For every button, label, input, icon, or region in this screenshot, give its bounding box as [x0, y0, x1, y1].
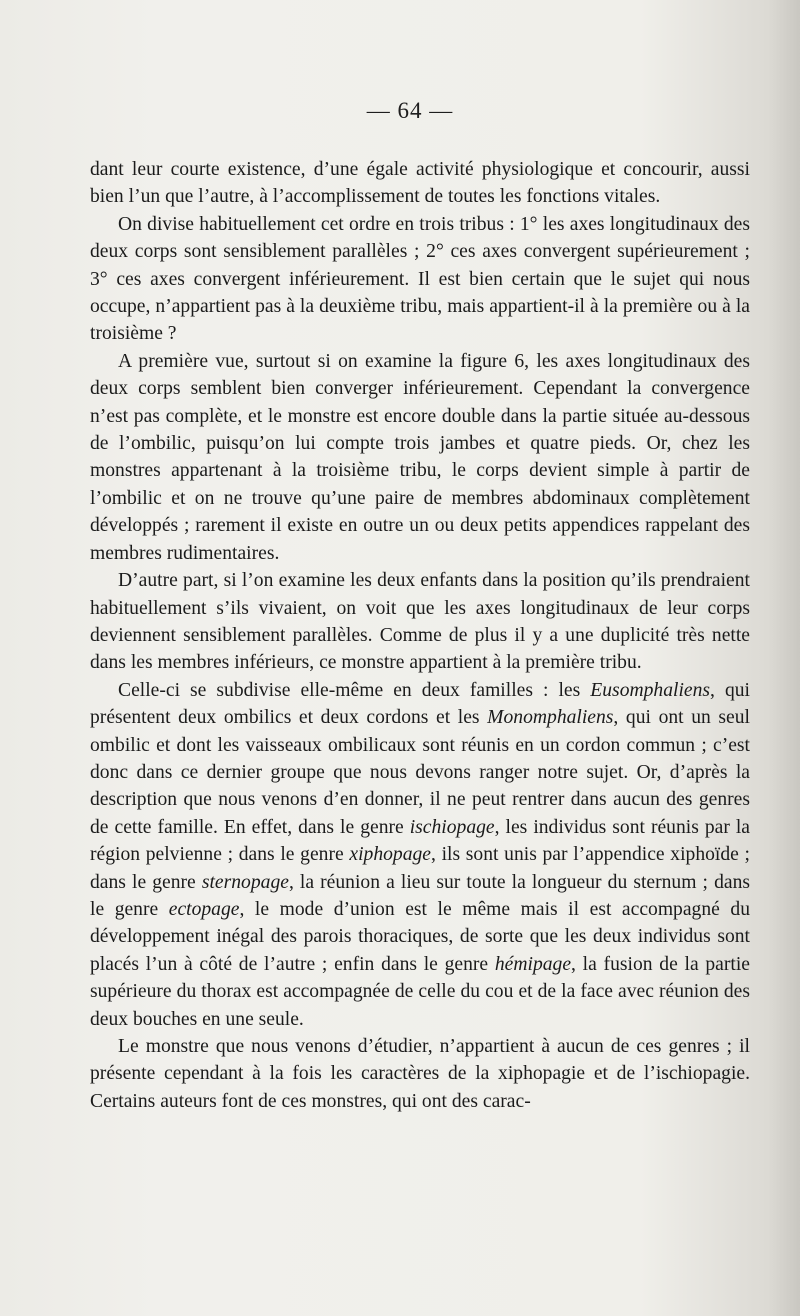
paragraph-5-part: , la fusion de la partie supérieure du thorax est accompagnée de celle du cou et de la face avec réunion des deux bouches en une seule. [90, 953, 750, 1030]
term-xiphopage: xiphopage [349, 844, 432, 866]
paragraph-6: Le monstre que nous venons d’étudier, n’appartient à aucun de ces genres ; il présente cependant à la fois les caractères de la xiphopagie et de l’ischiopagie. Certains auteurs font de ces monstres, qui ont des carac- [90, 1036, 750, 1112]
paragraph-2: On divise habituellement cet ordre en trois tribus : 1° les axes longitudinaux des deux corps sont sensiblement parallèles ; 2° ces axes convergent supérieurement ; 3° ces axes convergent inférieurement. Il est bien certain que le sujet qui nous occupe, n’appartient pas à la deuxième tribu, mais appartient-il à la première ou à la troisième ? [90, 213, 750, 345]
paragraph-5-part: , le mode d’union est le même mais il est accompagné du développement inégal des parois thoraciques, de sorte que les deux individus sont placés l’un à côté de l’autre ; enfin dans le genre [90, 898, 750, 975]
body-text [90, 156, 750, 1115]
paragraph-5-part: , ils sont unis par l’appendice xiphoïde ; dans le genre [90, 844, 751, 893]
term-hemipage: hémipage [494, 953, 572, 975]
term-ischiopage: ischiopage [409, 816, 495, 838]
paragraph-5-part: , qui présentent deux ombilics et deux cordons et les [90, 679, 751, 729]
paragraph-5-part: Celle-ci se subdivise elle-même en deux familles : les [118, 679, 591, 701]
paragraph-1: dant leur courte existence, d’une égale activité physiologique et concourir, aussi bien l’un que l’autre, à l’accomplissement de toutes les fonctions vitales. [90, 159, 750, 208]
paragraph-5 [90, 677, 750, 1033]
paragraph-5-part: , la réunion a lieu sur toute la longueur du sternum ; dans le genre [90, 871, 751, 920]
paragraph-5-part: , qui ont un seul ombilic et dont les vaisseaux ombilicaux sont réunis en un cordon commun ; c’est donc dans ce dernier groupe que nous devons ranger notre sujet. Or, d’après la description que nous venons d’en donner, il ne peut rentrer dans aucun des genres de cette famille. En effet, dans le genre [90, 707, 750, 838]
paragraph-5-part: , les individus sont réunis par la région pelvienne ; dans le genre [90, 816, 751, 866]
page-number: — 64 — [366, 98, 454, 123]
term-sternopage: sternopage [201, 871, 289, 893]
paragraph-4: D’autre part, si l’on examine les deux enfants dans la position qu’ils prendraient habituellement s’ils vivaient, on voit que les axes longitudinaux de leur corps deviennent sensiblement parallèles. Comme de plus il y a une duplicité très nette dans les membres inférieurs, ce monstre appartient à la première tribu. [90, 570, 750, 674]
term-eusomphaliens: Eusomphaliens [590, 679, 711, 701]
paragraph-3: A première vue, surtout si on examine la figure 6, les axes longitudinaux des deux corps semblent bien converger inférieurement. Cependant la convergence n’est pas complète, et le monstre est encore double dans la partie située au-dessous de l’ombilic, puisqu’on lui compte trois jambes et quatre pieds. Or, chez les monstres appartenant à la troisième tribu, le corps devient simple à partir de l’ombilic et on ne trouve qu’une paire de membres abdominaux complètement développés ; rarement il existe en outre un ou deux petits appendices rappelant des membres rudimentaires. [90, 350, 750, 564]
term-ectopage: ectopage [168, 898, 240, 920]
term-monomphaliens: Monomphaliens [487, 707, 614, 729]
